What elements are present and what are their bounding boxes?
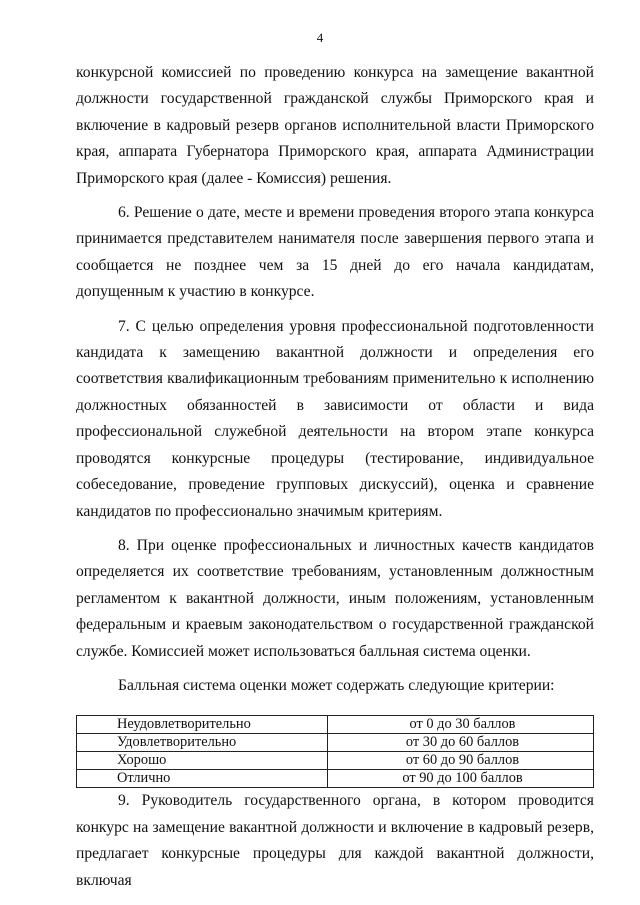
page-number: 4	[316, 30, 324, 45]
criterion-label: Неудовлетворительно	[77, 716, 328, 734]
table-row	[77, 734, 594, 752]
paragraph-continuation: конкурсной комиссией по проведению конкурса на замещение вакантной должности государственной гражданской службы Приморского края и включение в кадровый резерв органов исполнительной власти Приморского края, аппарата Губернатора Приморского края, аппарата Администрации Приморского края (далее - Комиссия) решения.	[76, 64, 594, 187]
criterion-label: Удовлетворительно	[77, 734, 328, 752]
paragraph-8: 8. При оценке профессиональных и личностных качеств кандидатов определяется их соответствие требованиям, установленным должностным регламентом к вакантной должности, иным положениям, установленным федеральным и краевым законодательством о государственной гражданской службе. Комиссией может использоваться балльная система оценки.	[76, 536, 594, 660]
paragraph-6: 6. Решение о дате, месте и времени проведения второго этапа конкурса принимается представителем нанимателя после завершения первого этапа и сообщается не позднее чем за 15 дней до его начала кандидатам, допущенным к участию в конкурсе.	[76, 204, 594, 301]
criterion-range: от 0 до 30 баллов	[328, 716, 594, 734]
paragraph-7: 7. С целью определения уровня профессиональной подготовленности кандидата к замещению вакантной должности и определения его соответствия квалификационным требованиям применительно к исполнению должностных обязанностей в зависимости от области и вида профессиональной служебной деятельности на втором этапе конкурса проводятся конкурсные процедуры (тестирование, индивидуальное собеседование, проведение групповых дискуссий), оценка и сравнение кандидатов по профессионально значимым критериям.	[76, 317, 594, 520]
paragraph-9: 9. Руководитель государственного органа, в котором проводится конкурс на замещение вакантной должности и включение в кадровый резерв, предлагает конкурсные процедуры для каждой вакантной должности, включая	[76, 792, 594, 889]
criterion-range: от 90 до 100 баллов	[328, 770, 594, 788]
criterion-label: Хорошо	[77, 752, 328, 770]
table-row	[77, 752, 594, 770]
paragraph-8-scoring-intro: Балльная система оценки может содержать следующие критерии:	[118, 676, 555, 694]
document-body	[76, 60, 594, 894]
table-row	[77, 770, 594, 788]
criterion-range: от 60 до 90 баллов	[328, 752, 594, 770]
score-criteria-table	[76, 715, 594, 788]
criterion-range: от 30 до 60 баллов	[328, 734, 594, 752]
table-row	[77, 716, 594, 734]
criterion-label: Отлично	[77, 770, 328, 788]
